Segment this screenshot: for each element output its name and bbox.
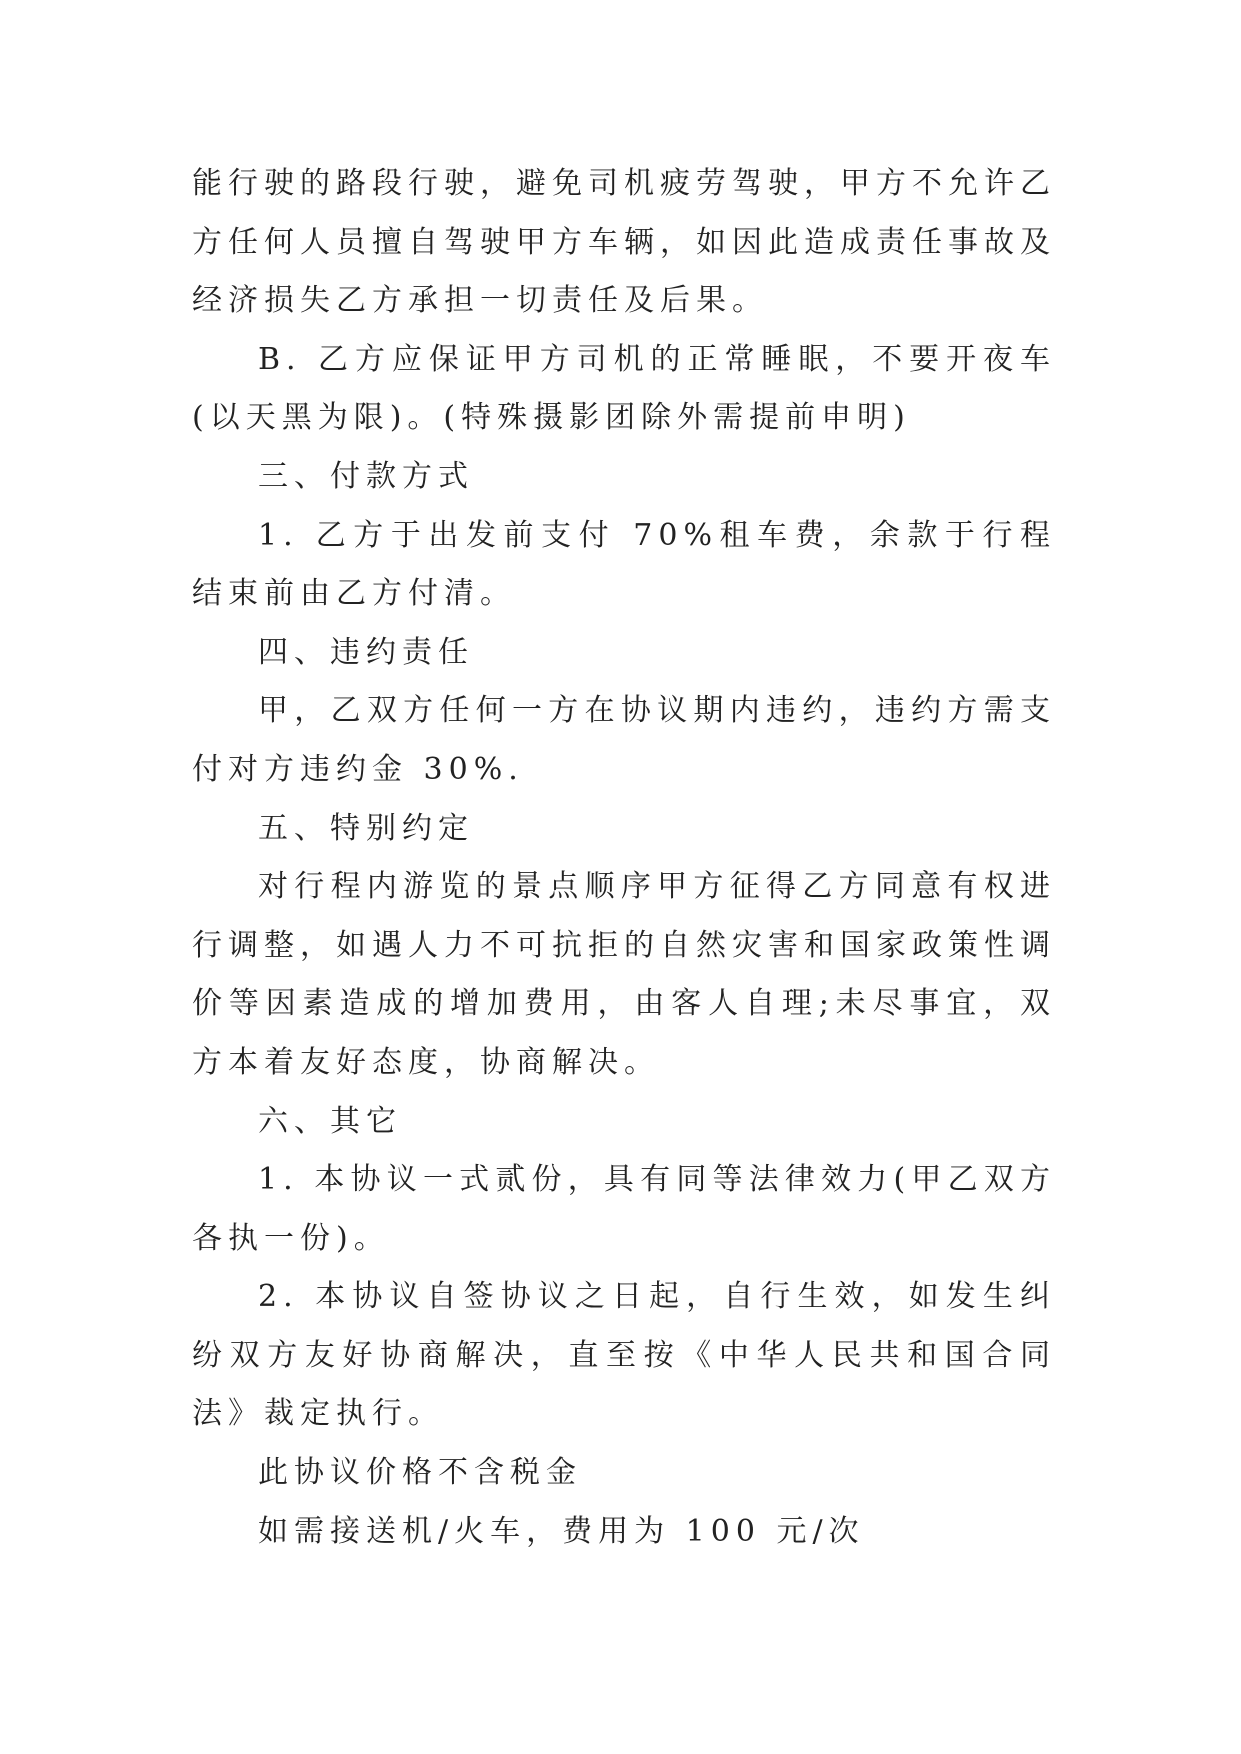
paragraph-effective-date: 2. 本协议自签协议之日起，自行生效，如发生纠纷双方友好协商解决，直至按《中华人民共和国合同法》裁定执行。 <box>192 1279 1056 1432</box>
paragraph-special-provisions: 对行程内游览的景点顺序甲方征得乙方同意有权进行调整，如遇人力不可抗拒的自然灾害和国家政策性调价等因素造成的增加费用，由客人自理;未尽事宜，双方本着友好态度，协商解决。 <box>192 869 1056 1080</box>
heading-breach-liability: 四、违约责任 <box>258 634 474 670</box>
paragraph-driver-rest: B. 乙方应保证甲方司机的正常睡眠，不要开夜车(以天黑为限)。(特殊摄影团除外需提前申明) <box>192 341 1056 436</box>
paragraph-transfer-fee: 如需接送机/火车，费用为 100 元/次 <box>258 1513 865 1549</box>
heading-other: 六、其它 <box>258 1103 402 1139</box>
paragraph-copies: 1. 本协议一式贰份，具有同等法律效力(甲乙双方各执一份)。 <box>192 1162 1056 1256</box>
heading-payment-method: 三、付款方式 <box>258 458 474 494</box>
paragraph-driving-rules: 能行驶的路段行驶，避免司机疲劳驾驶，甲方不允许乙方任何人员擅自驾驶甲方车辆，如因此造成责任事故及经济损失乙方承担一切责任及后果。 <box>192 166 1056 319</box>
paragraph-tax-note: 此协议价格不含税金 <box>258 1455 582 1491</box>
paragraph-payment-terms: 1. 乙方于出发前支付 70%租车费，余款于行程结束前由乙方付清。 <box>192 517 1056 612</box>
paragraph-breach-penalty: 甲，乙双方任何一方在协议期内违约，违约方需支付对方违约金 30%. <box>192 693 1056 787</box>
heading-special-provisions: 五、特别约定 <box>258 810 474 846</box>
document-body <box>192 155 1056 1561</box>
